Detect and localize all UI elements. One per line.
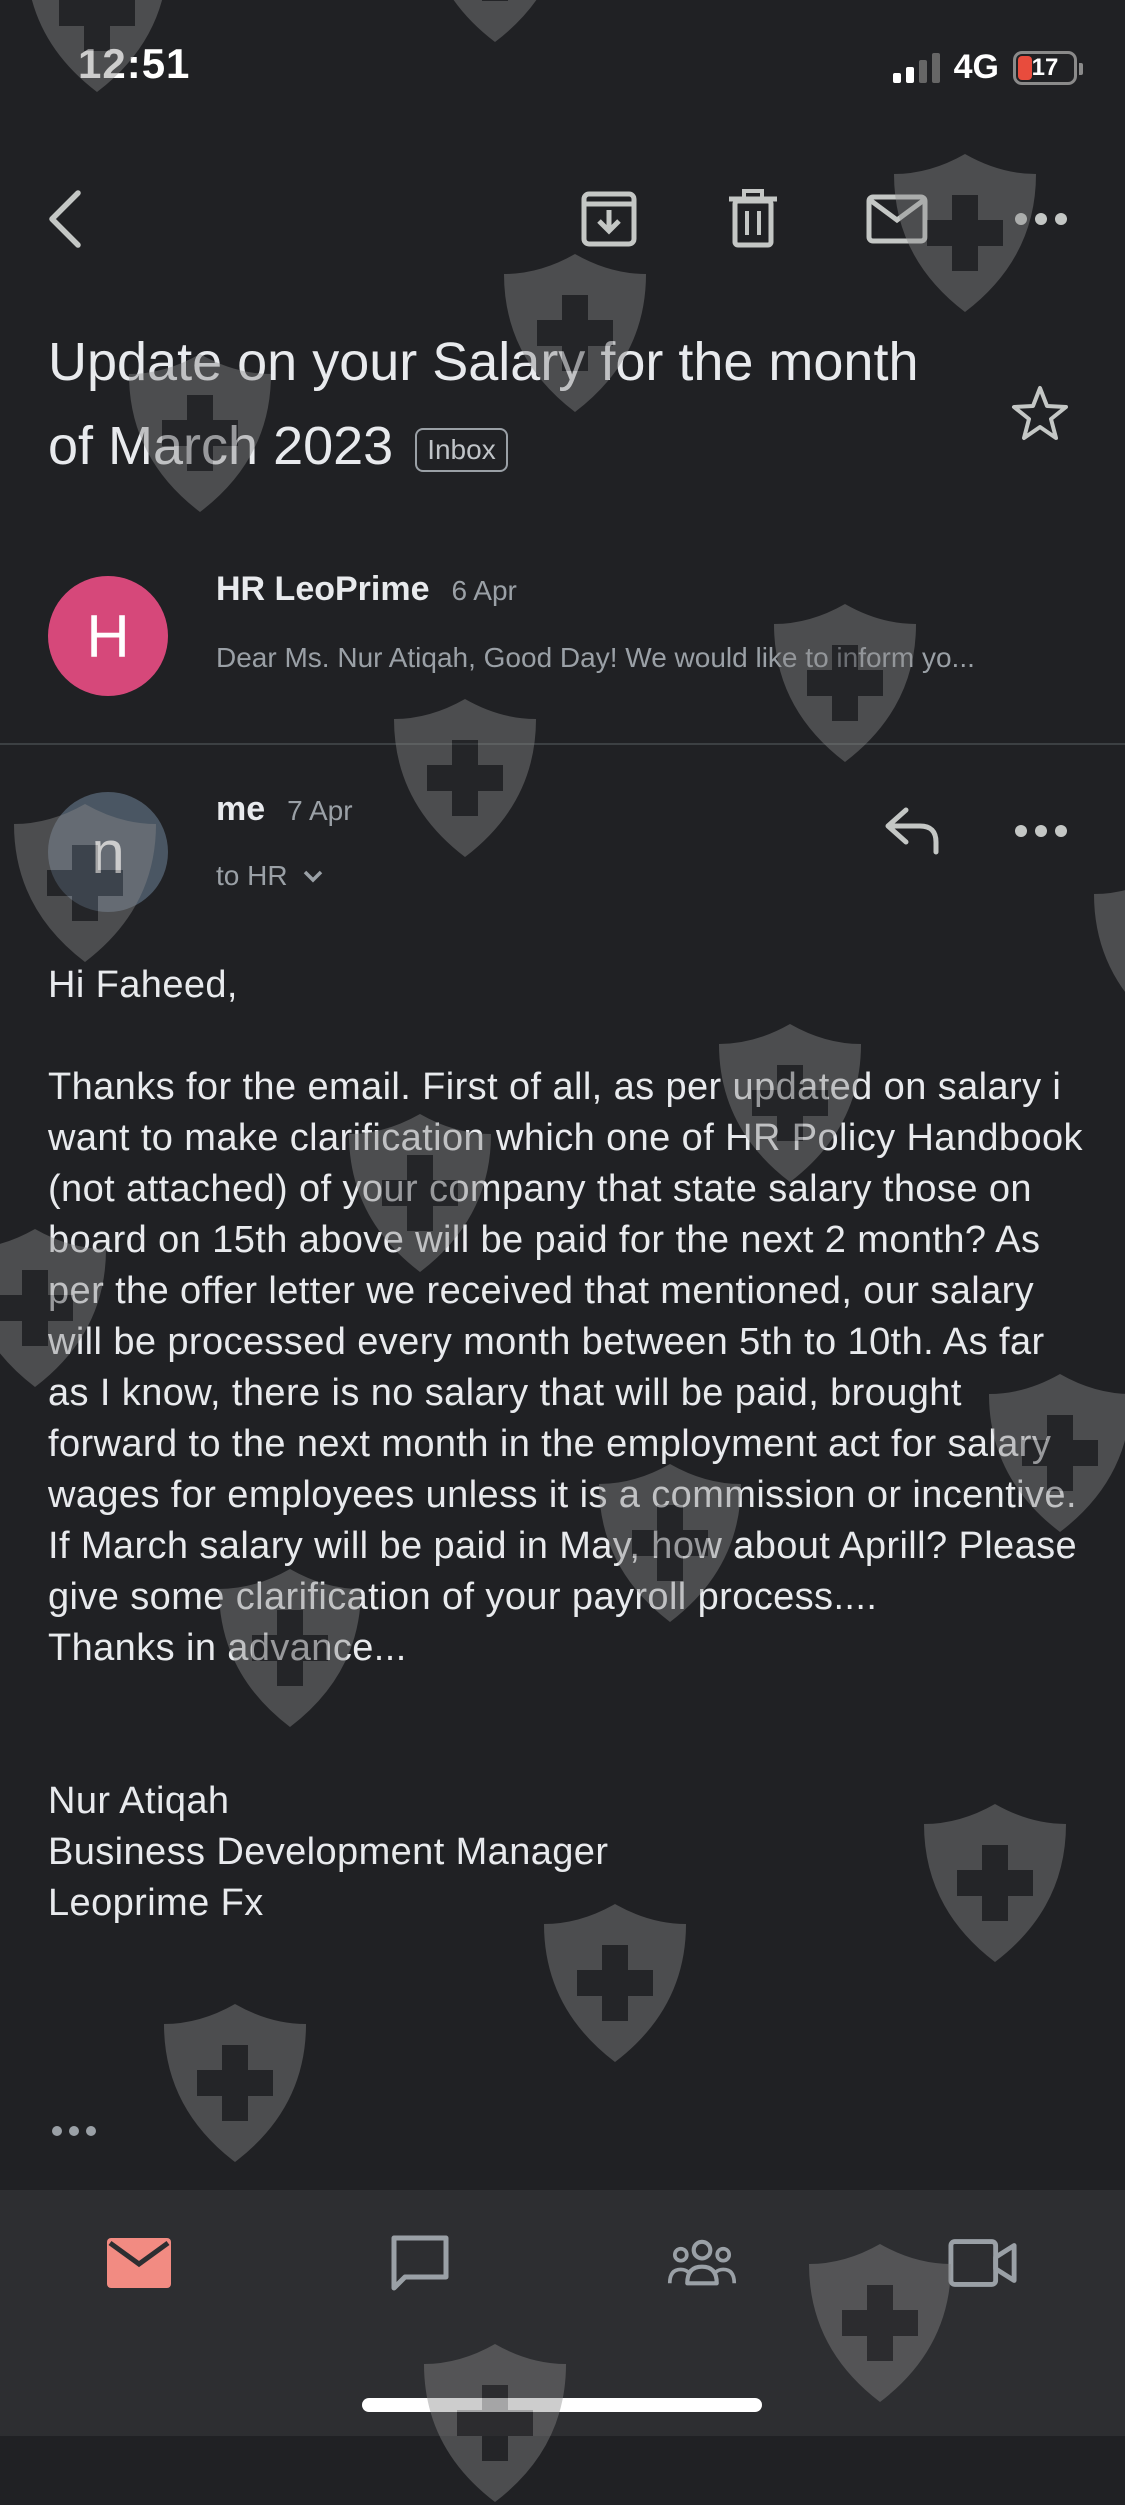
sender-name: me bbox=[216, 790, 266, 828]
battery-level: 17 bbox=[1031, 53, 1059, 81]
signature-company: Leoprime Fx bbox=[48, 1882, 264, 1924]
message-paragraph: Thanks for the email. First of all, as per updated on salary i want to make clarification which one of HR Policy Handbook (not attached) of your company that state salary those on board on 15th above will be paid for the next 2 month? As per the offer letter we received that mentioned, our salary will be processed every month between 5th to 10th. As far as I know, there is no salary that will be paid, brought forward to the next month in the employment act for salary wages for employees unless it is a commission or incentive. If March salary will be paid in May, how about Aprill? Please give some clarification of your payroll process.... bbox=[48, 1066, 1083, 1618]
recipients-label: to HR bbox=[216, 860, 288, 891]
mail-icon bbox=[866, 194, 928, 244]
email-subject bbox=[48, 320, 968, 488]
signal-icon bbox=[893, 53, 940, 83]
nav-chat[interactable] bbox=[385, 2228, 455, 2298]
people-icon bbox=[667, 2235, 737, 2291]
reply-button[interactable] bbox=[872, 796, 952, 866]
sender-name: HR LeoPrime bbox=[216, 570, 430, 608]
nav-meet[interactable] bbox=[948, 2228, 1018, 2298]
signature-title: Business Development Manager bbox=[48, 1831, 609, 1873]
message-greeting: Hi Faheed, bbox=[48, 964, 238, 1006]
shield-plus-icon bbox=[160, 2000, 310, 2165]
divider bbox=[0, 743, 1125, 745]
show-trimmed-content-button[interactable] bbox=[52, 2126, 96, 2136]
delete-button[interactable] bbox=[718, 184, 788, 254]
more-horizontal-icon bbox=[1015, 824, 1067, 838]
network-label: 4G bbox=[953, 48, 999, 86]
nav-mail[interactable] bbox=[104, 2228, 174, 2298]
archive-icon bbox=[580, 190, 638, 248]
chat-icon bbox=[389, 2233, 451, 2293]
status-time: 12:51 bbox=[78, 40, 191, 87]
more-options-button[interactable] bbox=[1006, 184, 1076, 254]
video-icon bbox=[948, 2237, 1018, 2289]
mark-unread-button[interactable] bbox=[862, 184, 932, 254]
sender-row bbox=[216, 570, 517, 609]
subject-text: Update on your Salary for the month of March 2023 bbox=[48, 332, 919, 476]
message-snippet: Dear Ms. Nur Atiqah, Good Day! We would like to inform yo... bbox=[216, 642, 975, 673]
more-horizontal-icon bbox=[1015, 212, 1067, 226]
shield-plus-icon bbox=[1090, 870, 1125, 1035]
message-date: 6 Apr bbox=[451, 575, 517, 606]
signature-name: Nur Atiqah bbox=[48, 1780, 230, 1822]
status-indicators bbox=[893, 48, 1077, 87]
message-body bbox=[48, 960, 1088, 1929]
avatar: H bbox=[48, 576, 168, 696]
back-arrow-icon bbox=[42, 189, 92, 249]
star-icon bbox=[1010, 384, 1070, 444]
message-more-button[interactable] bbox=[1006, 806, 1076, 856]
reply-icon bbox=[882, 806, 942, 856]
sender-row bbox=[216, 790, 353, 829]
back-button[interactable] bbox=[32, 184, 102, 254]
trash-icon bbox=[727, 189, 779, 249]
recipients-toggle[interactable] bbox=[216, 860, 324, 892]
mail-icon bbox=[106, 2237, 172, 2289]
home-indicator[interactable] bbox=[362, 2398, 762, 2412]
battery-icon bbox=[1013, 51, 1077, 85]
avatar: n bbox=[48, 792, 168, 912]
inbox-label-badge[interactable]: Inbox bbox=[415, 428, 508, 472]
star-button[interactable] bbox=[1010, 384, 1070, 444]
chevron-down-icon bbox=[302, 869, 324, 883]
nav-spaces[interactable] bbox=[667, 2228, 737, 2298]
shield-plus-icon bbox=[420, 0, 570, 45]
message-closing: Thanks in advance... bbox=[48, 1627, 407, 1669]
message-date: 7 Apr bbox=[287, 795, 353, 826]
archive-button[interactable] bbox=[574, 184, 644, 254]
